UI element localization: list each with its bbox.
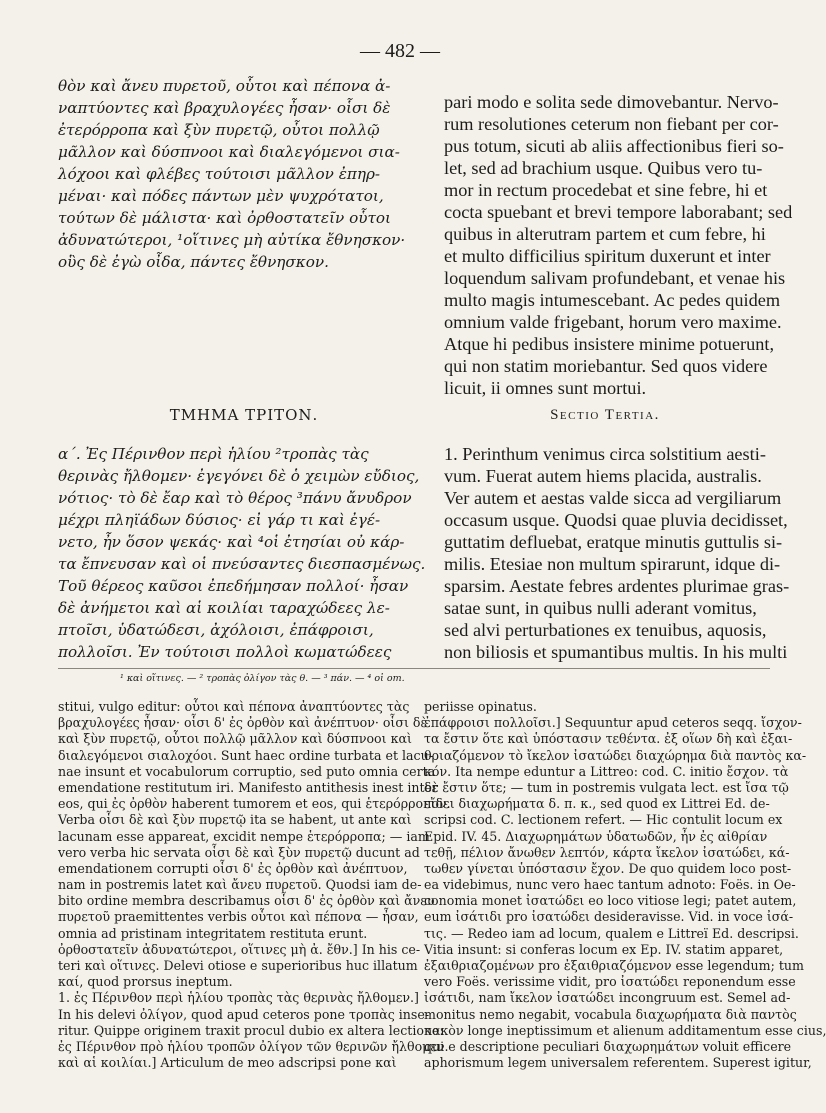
text-line: conomia monet ἰσατώδει eo loco vitiose legi; patet autem, [424,893,797,909]
text-line: θριαζόμενον τὸ ἴκελον ἰσατώδει διαχώρημα διὰ παντὸς κα- [424,747,807,763]
text-line: teri καὶ οἵτινες. Delevi otiose e superioribus huc illatum [58,958,418,973]
text-line: omnia ad pristinam integritatem restituta erunt. [58,925,368,941]
text-line: τούτων δὲ μάλιστα· καὶ ὀρθοστατεῖν οὗτοι [58,209,391,227]
text-line: bito ordine membra describamus οἷσι δ' ἐς ὀρθὸν καὶ ἄνευ [58,893,435,909]
greek-section-text [58,443,430,668]
text-line: ἀδυνατώτεροι, ¹οἵτινες μὴ αὐτίκα ἔθνησκον· [58,231,406,249]
text-line: quibus in alterutram partem et cum febre, hi [444,224,766,244]
text-line: nam in postremis latet καὶ ἄνευ πυρετοῦ. Quodsi iam de- [58,877,422,893]
text-line: et multo difficilius spiritum duxerunt et inter [444,246,771,266]
text-line: loquendum salivam profundebant, et venae his [444,268,786,288]
text-line: let, sed ad brachium usque. Quibus vero tu- [444,158,763,178]
text-line: vero Foës. verissime vidit, pro ἰσατώδει reponendum esse [424,974,796,990]
text-line: ἐς Πέρινθον πρὸ ἡλίου τροπῶν ὀλίγον τῶν θερινῶν ἤλθομεν. [58,1038,449,1054]
text-line: τις. — Redeo iam ad locum, qualem e Littreï Ed. descripsi. [424,925,799,941]
text-line: Verba οἷσι δὲ καὶ ξὺν πυρετῷ ita se habent, ut ante καὶ [58,812,412,828]
text-line: scripsi cod. C. lectionem refert. — Hic contulit locum ex [424,812,783,828]
text-line: ἐπάφροισι πολλοῖσι.] Sequuntur apud ceteros seqq. ἴσχον- [424,715,802,731]
text-line: καὶ αἱ κοιλίαι.] Articulum de meo adscripsi pone καὶ [58,1055,397,1071]
text-line: καὶ ξὺν πυρετῷ, οὗτοι πολλῷ μᾶλλον καὶ δύσπνοοι καὶ [58,731,412,747]
text-line: Vitia insunt: si conferas locum ex Ep. IV. statim apparet, [424,941,784,957]
text-line: non biliosis et spumantibus multis. In his multi [444,642,788,662]
text-line: κόν. Ita nempe eduntur a Littreo: cod. C. initio ἔσχον. τὰ [424,763,789,779]
text-line: 1. Perinthum venimus circa solstitium aesti- [444,444,766,464]
text-line: ἐτερόρροπα καὶ ξὺν πυρετῷ, οὗτοι πολλῷ [58,121,380,139]
text-line: θὸν καὶ ἄνευ πυρετοῦ, οὗτοι καὶ πέπονα ἀ- [58,77,391,95]
text-line: lacunam esse appareat, excidit nempe ἑτερόρροπα; — iam [58,828,430,844]
text-line: pus totum, sicuti ab aliis affectionibus fieri so- [444,136,784,156]
text-line: emendatione restitutum iri. Manifesto antithesis inest inter [58,779,439,795]
greek-footnote: ¹ καὶ οἵτινες. — ² τροπὰς ὀλίγον τὰς θ. — ³ πάν. — ⁴ οἱ om. [120,673,405,684]
notes-left-column [58,699,451,1084]
text-line: monitus nemo negabit, vocabula διαχωρήματα διὰ παντὸς [424,1006,797,1022]
text-line: ναπτύοντες καὶ βραχυλογέες ἦσαν· οἷσι δὲ [58,99,391,117]
greek-section-heading-wrap [58,404,430,428]
text-line: μᾶλλον καὶ δύσπνοοι καὶ διαλεγόμενοι σια- [58,143,400,161]
text-line: οὓς δὲ ἐγὼ οἶδα, πάντες ἔθνησκον. [58,253,329,271]
text-line: ea videbimus, nunc vero haec tantum adnoto: Foës. in Oe- [424,877,796,893]
text-line: qui e descriptione peculiari διαχωρημάτων voluit efficere [424,1038,792,1054]
text-line: ἰσάτιδι, nam ἴκελον ἰσατώδει incongruum est. Semel ad- [424,990,791,1006]
text-line: occasum usque. Quodsi quae pluvia decidisset, [444,510,788,530]
latin-section-text [444,443,790,668]
text-line: τεθῇ, πέλιον ἄνωθεν λεπτόν, κάρτα ἴκελον ἰσατώδει, κά- [424,844,790,860]
text-line: In his delevi ὀλίγον, quod apud ceteros pone τροπὰς inse- [58,1006,430,1022]
text-line: stitui, vulgo editur: οὗτοι καὶ πέπονα ἀναπτύοντες τὰς [58,699,410,714]
text-line: nae insunt et vocabulorum corruptio, sed puto omnia certa [58,763,436,779]
text-line: ὀρθοστατεῖν ἀδυνατώτεροι, οἵτινες μὴ ἀ. ἔθν.] In his ce- [58,941,421,957]
text-line: vero verba hic servata οἷσι δὲ καὶ ξὺν πυρετῷ ducunt ad [58,844,420,860]
text-line: ἐξαιθριαζομένων pro ἐξαιθριαζόμενον esse legendum; tum [424,958,804,973]
text-line: λόχοοι καὶ φλέβες τούτοισι μᾶλλον ἐπηρ- [58,165,381,183]
text-line: sed alvi perturbationes ex tenuibus, aquosis, [444,620,767,640]
text-line: pari modo e solita sede dimovebantur. Nervo- [444,92,779,112]
text-line: licuit, ii omnes sunt mortui. [444,378,647,398]
text-line: καί, quod prorsus ineptum. [58,974,233,990]
text-line: Ver autem et aestas valde sicca ad vergiliarum [444,488,782,508]
text-line: πτοῖσι, ὑδατώδεσι, ἀχόλοισι, ἐπάφροισι, [58,621,374,639]
greek-top-text [58,75,430,275]
text-line: δὲ ἀνήμετοι καὶ αἱ κοιλίαι ταραχώδεες λε- [58,599,390,617]
page-number: — 482 — [360,40,440,62]
text-line: κακὸν longe ineptissimum et alienum additamentum esse cius, [424,1022,826,1038]
text-line: πυρετοῦ praemittentes verbis οὗτοι καὶ πέπονα — ἦσαν, [58,909,419,925]
text-line: τωθεν γίνεται ὑπόστασιν ἔχον. De quo quidem loco post- [424,860,792,876]
text-line: satae sunt, in quibus nulli aderant vomitus, [444,598,757,618]
text-line: διαλεγόμενοι σιαλοχόοι. Sunt haec ordine turbata et lacu- [58,747,433,763]
text-line: βραχυλογέες ἦσαν· οἷσι δ' ἐς ὀρθὸν καὶ ἀνέπτυον· οἷσι δὲ [58,715,428,731]
text-line: εἴδει διαχωρήματα δ. π. κ., sed quod ex Littrei Ed. de- [424,796,770,812]
footnote-rule [58,668,770,669]
text-line: emendationem corrupti οἷσι δ' ἐς ὀρθὸν καὶ ἀνέπτυον, [58,860,408,876]
text-line: sparsim. Aestate febres ardentes plurimae gras- [444,576,790,596]
text-line: periisse opinatus. [424,699,537,714]
text-line: multo magis intumescebant. Ac pedes quidem [444,290,781,310]
text-line: τα ἔστιν ὅτε καὶ ὑπόστασιν τεθέντα. ἐξ οἵων δὴ καὶ ἐξαι- [424,731,793,747]
text-line: δὲ ἔστιν ὅτε; — tum in postremis vulgata lect. est ἴσα τῷ [424,779,789,795]
text-line: Τοῦ θέρεος καῦσοι ἐπεδήμησαν πολλοί· ἦσαν [58,577,409,595]
text-line: Epid. IV. 45. Διαχωρημάτων ὑδατωδῶν, ἦν ἐς αἰθρίαν [424,828,768,844]
text-line: ritur. Quippe originem traxit procul dubio ex altera lectione: [58,1022,444,1038]
latin-section-heading: Sectio Tertia. [550,407,660,423]
text-line: πολλοῖσι. Ἐν τούτοισι πολλοὶ κωματώδεες [58,643,392,661]
text-line: guttatim defluebat, eratque minutis guttulis si- [444,532,783,552]
text-line: vum. Fuerat autem hiems placida, australis. [444,466,762,486]
latin-section-heading-wrap [444,404,766,428]
text-line: rum resolutiones ceterum non fiebant per cor- [444,114,779,134]
text-line: νετο, ἦν ὅσον ψεκάς· καὶ ⁴οἱ ἐτησίαι οὐ κάρ- [58,533,405,551]
text-line: eos, qui ἐς ὀρθὸν haberent tumorem et eos, qui ἑτερόρροπον. [58,796,451,812]
latin-top-text [444,91,793,403]
text-line: omnium valde frigebant, horum vero maxime. [444,312,782,332]
notes-right-column [424,699,826,1084]
text-line: mor in rectum procedebat et sine febre, hi et [444,180,768,200]
greek-section-heading: ΤΜΗΜΑ ΤΡΙΤΟΝ. [169,406,319,424]
text-line: qui non statim moriebantur. Sed quos videre [444,356,768,376]
text-line: τα ἔπνευσαν καὶ οἱ πνεύσαντες διεσπασμένως. [58,555,426,573]
text-line: μέχρι πληϊάδων δύσιος· εἰ γάρ τι καὶ ἐγέ- [58,511,381,529]
text-line: μέναι· καὶ πόδες πάντων μὲν ψυχρότατοι, [58,187,384,205]
text-line: νότιος· τὸ δὲ ἔαρ καὶ τὸ θέρος ³πάνυ ἄνυδρον [58,489,412,507]
text-line: Atque hi pedibus insistere minime potuerunt, [444,334,775,354]
text-line: cocta spuebant et brevi tempore laborabant; sed [444,202,793,222]
text-line: α΄. Ἐς Πέρινθον περὶ ἡλίου ²τροπὰς τὰς [58,445,369,463]
text-line: milis. Etesiae non multum spirarunt, idque di- [444,554,781,574]
text-line: 1. ἐς Πέρινθον περὶ ἡλίου τροπὰς τὰς θερινὰς ἤλθομεν.] [58,990,419,1006]
text-line: aphorismum legem universalem referentem. Superest igitur, [424,1055,812,1071]
text-line: eum ἰσάτιδι pro ἰσατώδει desideravisse. Vid. in voce ἰσά- [424,909,794,925]
text-line: θερινὰς ἤλθομεν· ἐγεγόνει δὲ ὁ χειμὼν εὔδιος, [58,467,420,485]
